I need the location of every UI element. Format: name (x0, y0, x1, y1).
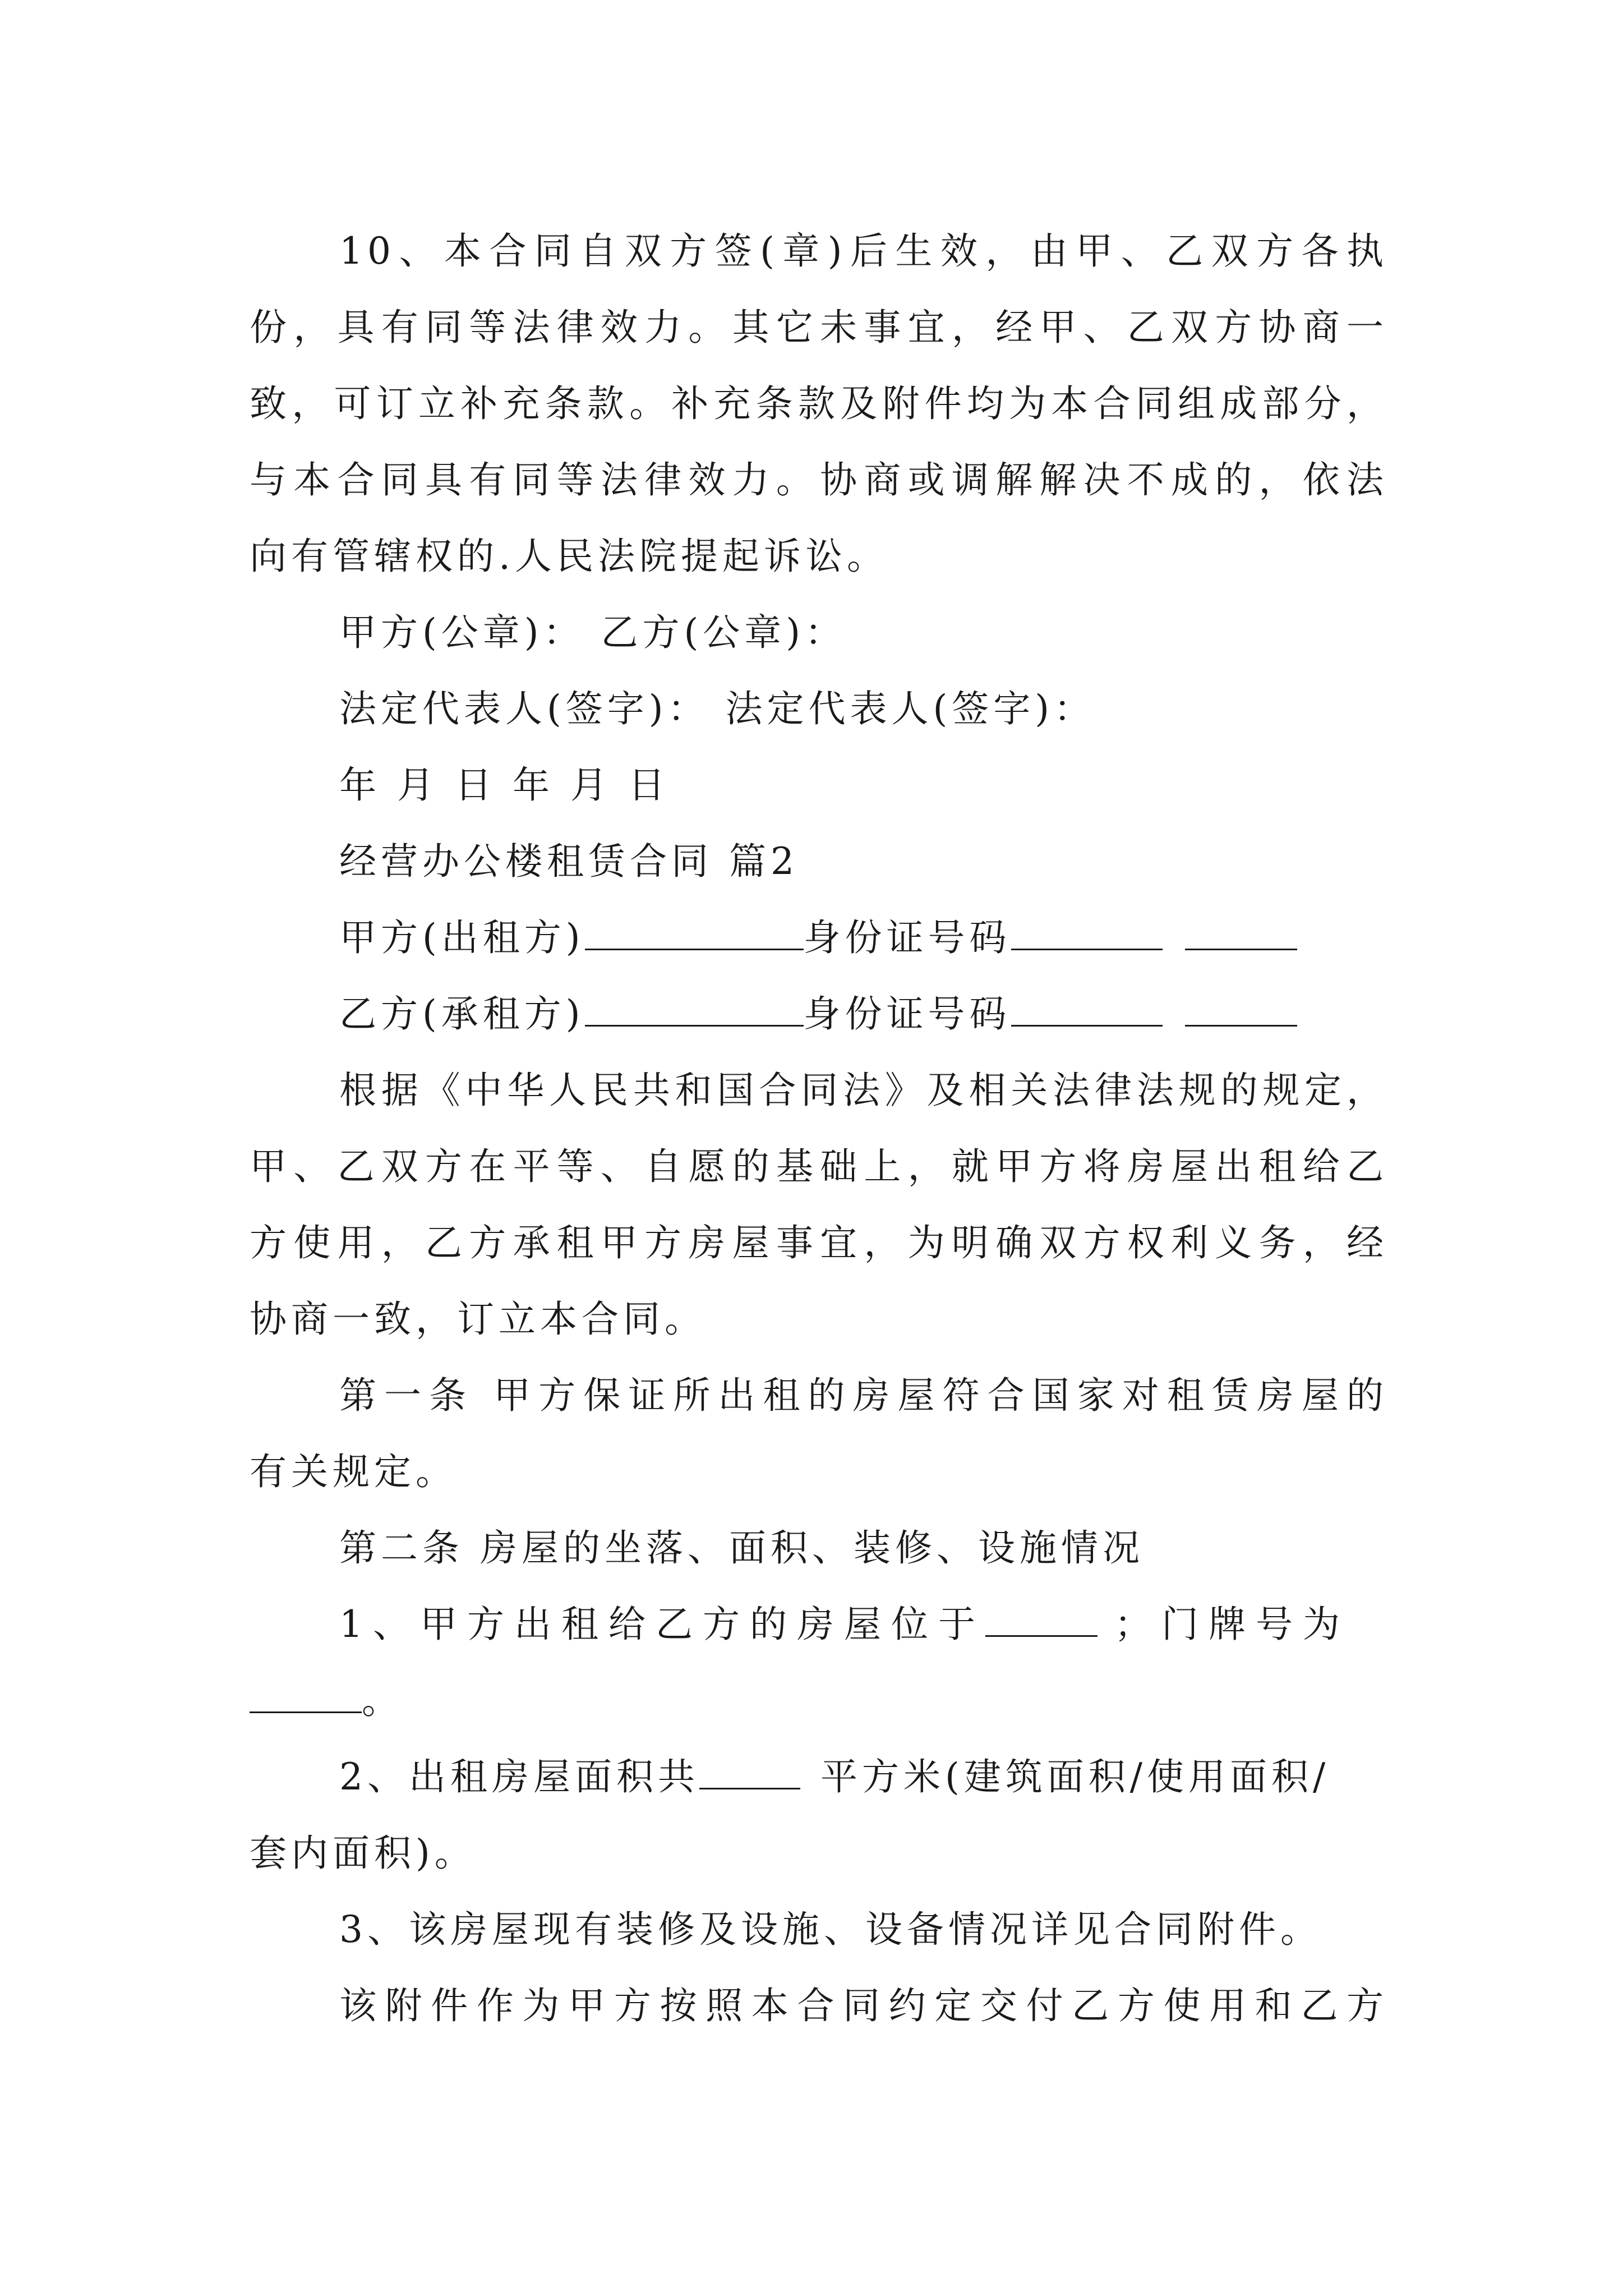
article-2-item-1-cont (250, 1663, 1388, 1739)
party-a-id-label: 身份证号码 (803, 916, 1011, 959)
article-1-line-2: 有关规定。 (250, 1450, 457, 1493)
signature-party-line: 甲方(公章)： 乙方(公章)： (339, 611, 846, 654)
clause-10-line-4: 与本合同具有同等法律效力。协商或调解解决不成的，依法 (250, 458, 1388, 501)
party-b-id-blank-1 (1011, 993, 1163, 1027)
item-1-doorplate-blank (250, 1680, 362, 1713)
party-b-label: 乙方(承租方) (339, 992, 585, 1036)
article-2-item-2-cont: 套内面积)。 (250, 1832, 476, 1875)
item-2-unit-text: 平方米(建筑面积/使用面积/ (820, 1755, 1330, 1798)
article-2-item-1 (250, 1586, 1388, 1663)
party-a-line (250, 900, 1388, 976)
intro-line-3: 方使用，乙方承租甲方房屋事宜，为明确双方权利义务，经 (250, 1221, 1388, 1264)
clause-10-line-5: 向有管辖权的.人民法院提起诉讼。 (250, 535, 888, 578)
intro-line-2: 甲、乙双方在平等、自愿的基础上，就甲方将房屋出租给乙 (250, 1145, 1388, 1188)
item-1-location-blank (985, 1604, 1098, 1637)
intro-line-4: 协商一致，订立本合同。 (250, 1297, 706, 1341)
clause-10-line-3: 致，可订立补充条款。补充条款及附件均为本合同组成部分， (250, 382, 1388, 425)
article-2-item-2 (250, 1739, 1388, 1815)
party-b-line (250, 976, 1388, 1052)
item-2-area-text: 2、出租房屋面积共 (339, 1755, 699, 1798)
section-title: 经营办公楼租赁合同 篇2 (339, 840, 799, 883)
document-body (250, 213, 1388, 2044)
party-a-label: 甲方(出租方) (339, 916, 585, 959)
signature-representative-line: 法定代表人(签字)： 法定代表人(签字)： (339, 687, 1095, 730)
article-2-item-3: 3、该房屋现有装修及设施、设备情况详见合同附件。 (339, 1908, 1322, 1951)
item-1-location-text: 1、甲方出租给乙方的房屋位于 (339, 1603, 985, 1646)
clause-10-line-2: 份，具有同等法律效力。其它未事宜，经甲、乙双方协商一 (250, 306, 1388, 349)
article-1-line-1: 第一条 甲方保证所出租的房屋符合国家对租赁房屋的 (339, 1374, 1388, 1417)
party-b-id-blank-2 (1185, 993, 1297, 1027)
signature-date-line: 年 月 日 年 月 日 (339, 763, 670, 807)
clause-10-line-1: 10、本合同自双方签(章)后生效，由甲、乙双方各执 (339, 229, 1388, 273)
article-2-item-3-cont: 该附件作为甲方按照本合同约定交付乙方使用和乙方 (339, 1984, 1388, 2027)
item-2-area-blank (699, 1756, 800, 1789)
party-a-id-blank-1 (1011, 917, 1163, 950)
article-2-title: 第二条 房屋的坐落、面积、装修、设施情况 (339, 1526, 1144, 1570)
party-a-id-blank-2 (1185, 917, 1297, 950)
party-b-name-blank (585, 993, 804, 1027)
intro-line-1: 根据《中华人民共和国合同法》及相关法律法规的规定， (339, 1069, 1388, 1112)
item-1-doorplate-text: ；门牌号为 (1114, 1603, 1350, 1646)
party-a-name-blank (585, 917, 804, 950)
party-b-id-label: 身份证号码 (803, 992, 1011, 1036)
item-1-end-mark: 。 (362, 1679, 403, 1722)
